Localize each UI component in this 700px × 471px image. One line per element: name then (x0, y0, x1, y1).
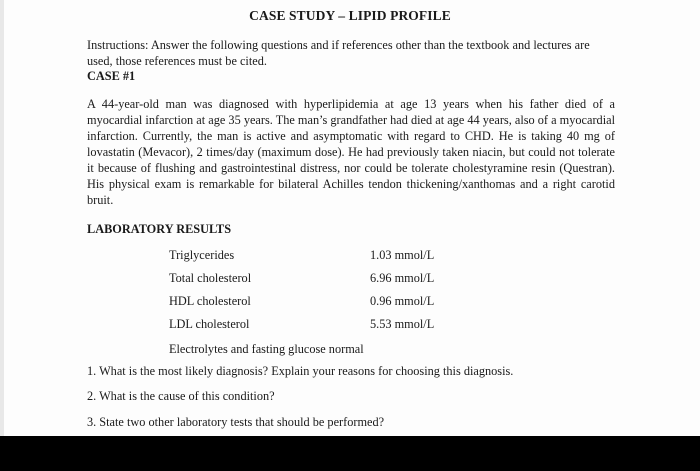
page-edge-shadow (0, 0, 4, 436)
lab-test-value: 1.03 mmol/L (370, 248, 435, 262)
black-bottom-bar (0, 436, 700, 471)
lab-test-value: 0.96 mmol/L (370, 294, 435, 308)
question-3: 3. State two other laboratory tests that should be performed? (87, 415, 385, 429)
lab-row-hdl-cholesterol (169, 294, 469, 310)
case-label: CASE #1 (87, 69, 136, 83)
document-title: CASE STUDY – LIPID PROFILE (249, 8, 451, 23)
lab-test-value: 5.53 mmol/L (370, 317, 435, 331)
question-2: 2. What is the cause of this condition? (87, 389, 275, 403)
lab-row-ldl-cholesterol (169, 317, 469, 333)
case-description: A 44-year-old man was diagnosed with hyperlipidemia at age 13 years when his father died of a myocardial infarction at age 35 years. The man’s grandfather had died at age 44 years, also of a myocardial infarction. Currently, the man is active and asymptomatic with regard to CHD. He is taking 40 mg of lovastatin (Mevacor), 2 times/day (maximum dose). He had previously taken niacin, but could not tolerate it because of flushing and gastrointestinal distress, nor could be tolerate cholestyramine resin (Questran). His physical exam is remarkable for bilateral Achilles tendon thickening/xanthomas and a right carotid bruit. (87, 97, 615, 207)
lab-test-name: HDL cholesterol (169, 294, 251, 308)
lab-test-name: Triglycerides (169, 248, 235, 262)
question-1: 1. What is the most likely diagnosis? Explain your reasons for choosing this diagnosis. (87, 364, 514, 378)
lab-row-total-cholesterol (169, 271, 469, 287)
lab-results-heading: LABORATORY RESULTS (87, 222, 232, 236)
instructions-text: Instructions: Answer the following questions and if references other than the textbook and lectures are used, those references must be cited. (87, 38, 590, 68)
lab-test-name: Total cholesterol (169, 271, 252, 285)
lab-note: Electrolytes and fasting glucose normal (169, 342, 364, 356)
lab-test-name: LDL cholesterol (169, 317, 250, 331)
lab-test-value: 6.96 mmol/L (370, 271, 435, 285)
lab-row-triglycerides (169, 248, 469, 264)
